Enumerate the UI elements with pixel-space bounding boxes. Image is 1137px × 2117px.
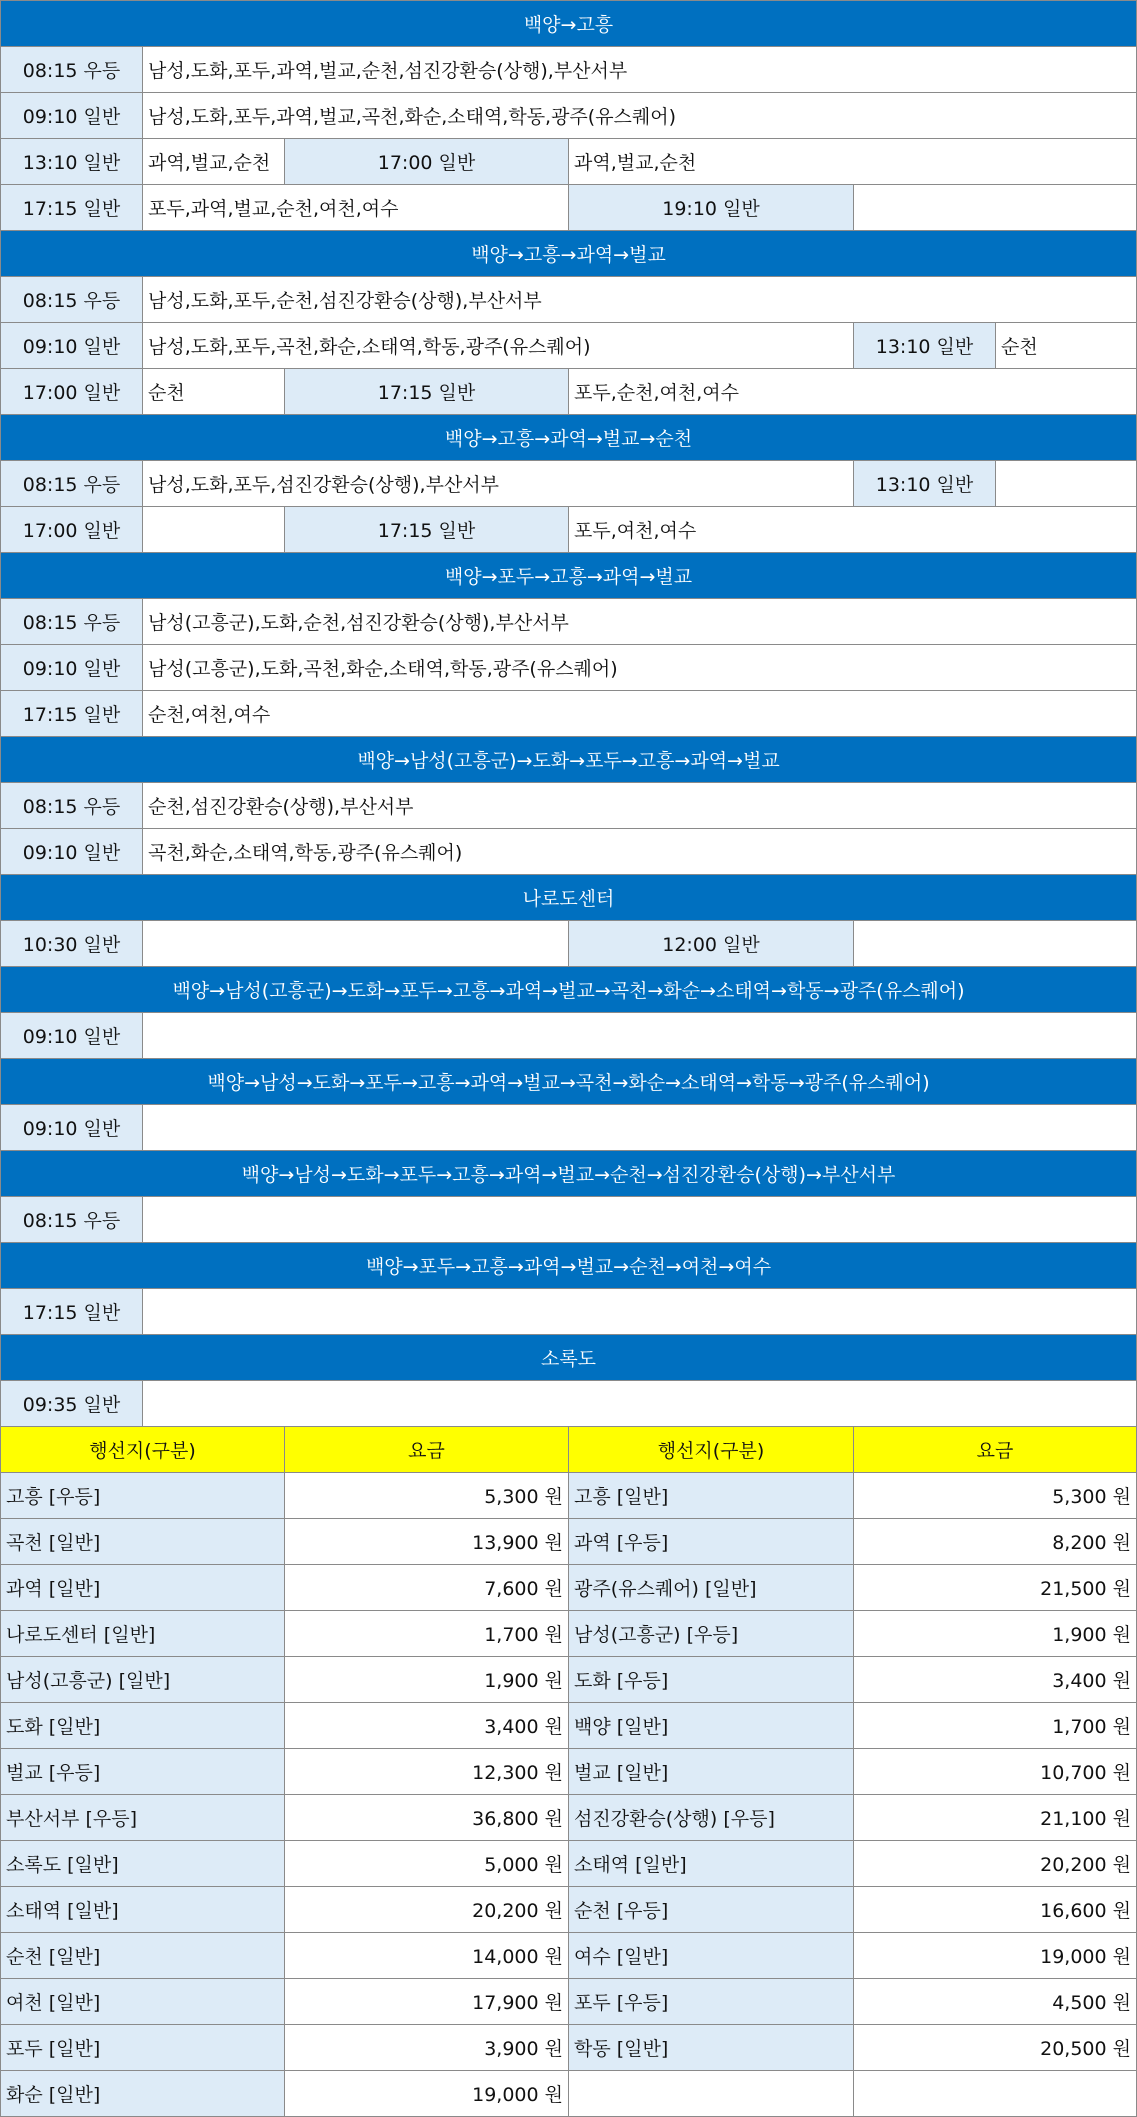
fare-destination: 소태역 [일반]: [568, 1840, 854, 1887]
fare-price: 1,900 원: [853, 1610, 1137, 1657]
departure-time: 08:15 우등: [0, 460, 143, 507]
fare-destination: 광주(유스퀘어) [일반]: [568, 1564, 854, 1611]
fare-price: 19,000 원: [853, 1932, 1137, 1979]
fare-price: 17,900 원: [284, 1978, 569, 2025]
fare-destination: 곡천 [일반]: [0, 1518, 285, 1565]
route-header: 백양→남성(고흥군)→도화→포두→고흥→과역→벌교: [0, 736, 1137, 783]
departure-time: 13:10 일반: [853, 460, 996, 507]
stops-list: 포두,여천,여수: [568, 506, 1137, 553]
fare-destination: 순천 [일반]: [0, 1932, 285, 1979]
route-header: 백양→남성→도화→포두→고흥→과역→벌교→곡천→화순→소태역→학동→광주(유스퀘어): [0, 1058, 1137, 1105]
fare-price: 12,300 원: [284, 1748, 569, 1795]
fare-destination: 과역 [우등]: [568, 1518, 854, 1565]
stops-list: 곡천,화순,소태역,학동,광주(유스퀘어): [142, 828, 1137, 875]
fare-price: 3,400 원: [853, 1656, 1137, 1703]
fare-price: 20,200 원: [853, 1840, 1137, 1887]
fare-price: 21,100 원: [853, 1794, 1137, 1841]
fare-destination: 남성(고흥군) [우등]: [568, 1610, 854, 1657]
route-header: 백양→고흥→과역→벌교→순천: [0, 414, 1137, 461]
stops-list: 남성,도화,포두,섬진강환승(상행),부산서부: [142, 460, 854, 507]
departure-time: 17:00 일반: [284, 138, 569, 185]
fare-price: 4,500 원: [853, 1978, 1137, 2025]
departure-time: 17:00 일반: [0, 506, 143, 553]
departure-time: 09:10 일반: [0, 828, 143, 875]
stops-list: 남성,도화,포두,과역,벌교,곡천,화순,소태역,학동,광주(유스퀘어): [142, 92, 1137, 139]
stops-list: 남성(고흥군),도화,순천,섬진강환승(상행),부산서부: [142, 598, 1137, 645]
departure-time: 17:15 일반: [284, 368, 569, 415]
fare-price: 8,200 원: [853, 1518, 1137, 1565]
stops-list: 남성(고흥군),도화,곡천,화순,소태역,학동,광주(유스퀘어): [142, 644, 1137, 691]
departure-time: 19:10 일반: [568, 184, 854, 231]
fare-destination: 과역 [일반]: [0, 1564, 285, 1611]
departure-time: 12:00 일반: [568, 920, 854, 967]
departure-time: 08:15 우등: [0, 598, 143, 645]
stops-list: 남성,도화,포두,과역,벌교,순천,섬진강환승(상행),부산서부: [142, 46, 1137, 93]
fare-destination: 소태역 [일반]: [0, 1886, 285, 1933]
fare-price: 3,900 원: [284, 2024, 569, 2071]
fare-destination: 순천 [우등]: [568, 1886, 854, 1933]
stops-list: [142, 1012, 1137, 1059]
fare-price: 1,700 원: [853, 1702, 1137, 1749]
route-header: 백양→포두→고흥→과역→벌교→순천→여천→여수: [0, 1242, 1137, 1289]
fare-destination: [568, 2070, 854, 2117]
stops-list: [142, 1196, 1137, 1243]
fare-destination: 벌교 [일반]: [568, 1748, 854, 1795]
fare-destination: 도화 [일반]: [0, 1702, 285, 1749]
stops-list: 남성,도화,포두,순천,섬진강환승(상행),부산서부: [142, 276, 1137, 323]
departure-time: 17:15 일반: [0, 184, 143, 231]
fare-destination: 남성(고흥군) [일반]: [0, 1656, 285, 1703]
route-header: 백양→고흥→과역→벌교: [0, 230, 1137, 277]
stops-list: [142, 1104, 1137, 1151]
fare-destination: 여수 [일반]: [568, 1932, 854, 1979]
fare-price: 1,900 원: [284, 1656, 569, 1703]
stops-list: 포두,순천,여천,여수: [568, 368, 1137, 415]
fare-destination: 여천 [일반]: [0, 1978, 285, 2025]
fare-price: 5,300 원: [853, 1472, 1137, 1519]
stops-list: 순천: [995, 322, 1137, 369]
fare-destination: 포두 [우등]: [568, 1978, 854, 2025]
departure-time: 08:15 우등: [0, 276, 143, 323]
departure-time: 17:15 일반: [0, 690, 143, 737]
fare-header-price: 요금: [284, 1426, 569, 1473]
departure-time: 09:35 일반: [0, 1380, 143, 1427]
fare-destination: 학동 [일반]: [568, 2024, 854, 2071]
departure-time: 08:15 우등: [0, 1196, 143, 1243]
fare-price: 14,000 원: [284, 1932, 569, 1979]
departure-time: 17:15 일반: [284, 506, 569, 553]
route-header: 소록도: [0, 1334, 1137, 1381]
stops-list: 포두,과역,벌교,순천,여천,여수: [142, 184, 569, 231]
departure-time: 17:00 일반: [0, 368, 143, 415]
stops-list: [142, 1288, 1137, 1335]
stops-list: 과역,벌교,순천: [142, 138, 285, 185]
stops-list: [995, 460, 1137, 507]
fare-destination: 나로도센터 [일반]: [0, 1610, 285, 1657]
stops-list: 과역,벌교,순천: [568, 138, 1137, 185]
fare-destination: 고흥 [우등]: [0, 1472, 285, 1519]
departure-time: 08:15 우등: [0, 782, 143, 829]
route-header: 백양→남성→도화→포두→고흥→과역→벌교→순천→섬진강환승(상행)→부산서부: [0, 1150, 1137, 1197]
fare-destination: 부산서부 [우등]: [0, 1794, 285, 1841]
departure-time: 09:10 일반: [0, 322, 143, 369]
fare-price: 19,000 원: [284, 2070, 569, 2117]
departure-time: 13:10 일반: [853, 322, 996, 369]
departure-time: 09:10 일반: [0, 92, 143, 139]
fare-destination: 고흥 [일반]: [568, 1472, 854, 1519]
fare-header-destination: 행선지(구분): [568, 1426, 854, 1473]
stops-list: 순천,여천,여수: [142, 690, 1137, 737]
departure-time: 13:10 일반: [0, 138, 143, 185]
departure-time: 17:15 일반: [0, 1288, 143, 1335]
fare-destination: 벌교 [우등]: [0, 1748, 285, 1795]
fare-destination: 도화 [우등]: [568, 1656, 854, 1703]
departure-time: 09:10 일반: [0, 1012, 143, 1059]
fare-price: 10,700 원: [853, 1748, 1137, 1795]
fare-price: 20,500 원: [853, 2024, 1137, 2071]
departure-time: 09:10 일반: [0, 1104, 143, 1151]
stops-list: [142, 506, 285, 553]
stops-list: 순천,섬진강환승(상행),부산서부: [142, 782, 1137, 829]
fare-price: 3,400 원: [284, 1702, 569, 1749]
fare-price: 21,500 원: [853, 1564, 1137, 1611]
fare-price: [853, 2070, 1137, 2117]
fare-destination: 화순 [일반]: [0, 2070, 285, 2117]
fare-price: 20,200 원: [284, 1886, 569, 1933]
fare-price: 16,600 원: [853, 1886, 1137, 1933]
stops-list: [142, 920, 569, 967]
stops-list: 남성,도화,포두,곡천,화순,소태역,학동,광주(유스퀘어): [142, 322, 854, 369]
stops-list: 순천: [142, 368, 285, 415]
fare-header-destination: 행선지(구분): [0, 1426, 285, 1473]
stops-list: [142, 1380, 1137, 1427]
departure-time: 08:15 우등: [0, 46, 143, 93]
route-header: 나로도센터: [0, 874, 1137, 921]
stops-list: [853, 920, 1137, 967]
fare-price: 5,300 원: [284, 1472, 569, 1519]
fare-price: 5,000 원: [284, 1840, 569, 1887]
route-header: 백양→남성(고흥군)→도화→포두→고흥→과역→벌교→곡천→화순→소태역→학동→광주(유스퀘어): [0, 966, 1137, 1013]
fare-destination: 포두 [일반]: [0, 2024, 285, 2071]
route-header: 백양→포두→고흥→과역→벌교: [0, 552, 1137, 599]
fare-price: 1,700 원: [284, 1610, 569, 1657]
fare-price: 13,900 원: [284, 1518, 569, 1565]
fare-price: 7,600 원: [284, 1564, 569, 1611]
fare-destination: 소록도 [일반]: [0, 1840, 285, 1887]
fare-header-price: 요금: [853, 1426, 1137, 1473]
route-header: 백양→고흥: [0, 0, 1137, 47]
departure-time: 09:10 일반: [0, 644, 143, 691]
fare-destination: 백양 [일반]: [568, 1702, 854, 1749]
fare-destination: 섬진강환승(상행) [우등]: [568, 1794, 854, 1841]
fare-price: 36,800 원: [284, 1794, 569, 1841]
stops-list: [853, 184, 1137, 231]
departure-time: 10:30 일반: [0, 920, 143, 967]
